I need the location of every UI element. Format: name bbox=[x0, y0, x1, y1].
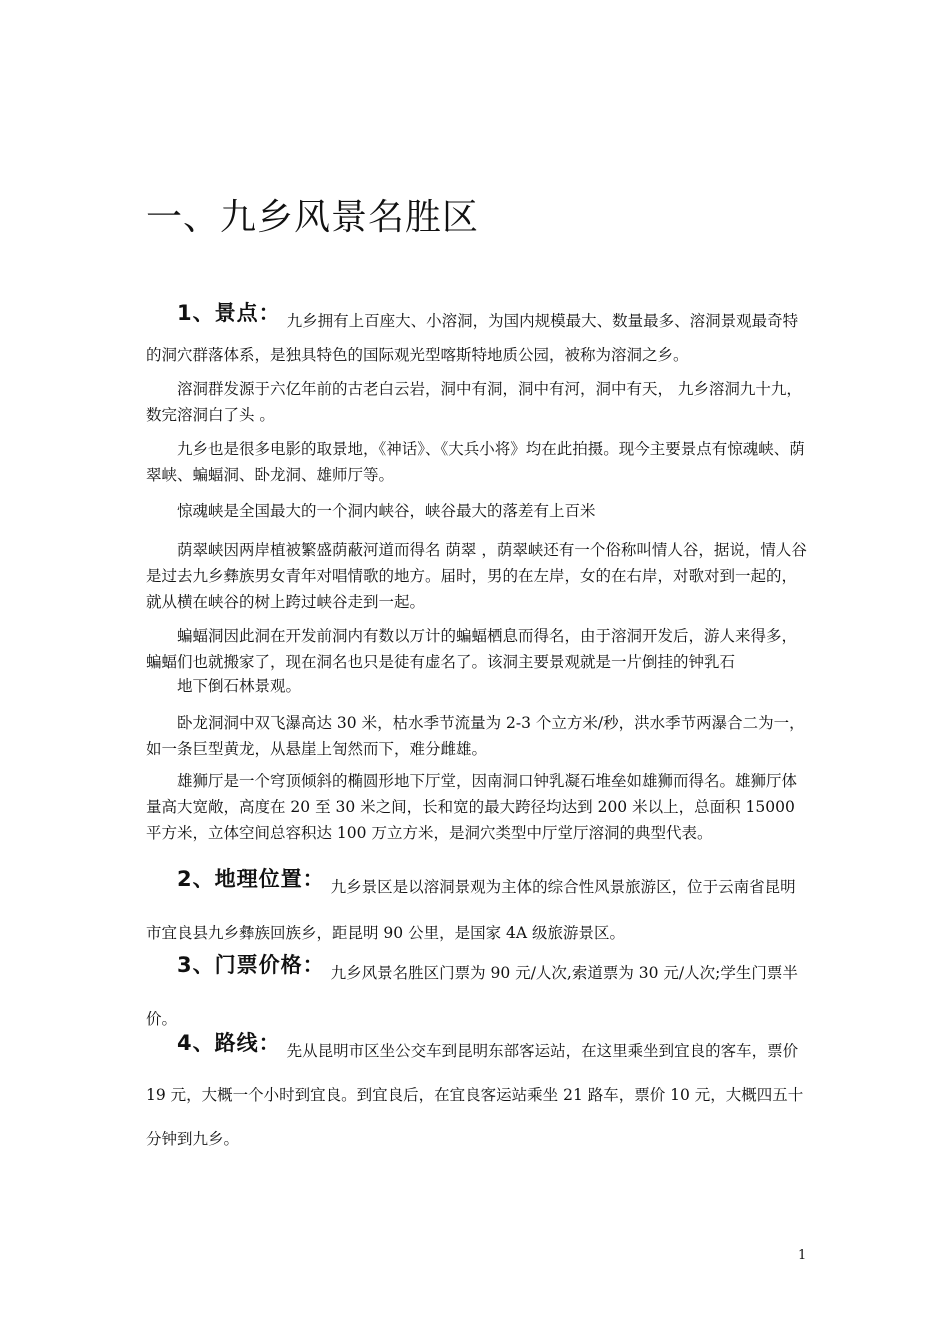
section-1-paragraph-2: 溶洞群发源于六亿年前的古老白云岩，洞中有洞，洞中有河，洞中有天， 九乡溶洞九十九，数完溶洞白了头 。 bbox=[146, 380, 802, 424]
section-2-paragraph-1: 九乡景区是以溶洞景观为主体的综合性风景旅游区，位于云南省昆明市宜良县九乡彝族回族乡，距昆明 90 公里，是国家 4A 级旅游景区。 bbox=[146, 878, 796, 942]
section-1-paragraph-1: 九乡拥有上百座大、小溶洞，为国内规模最大、数量最多、溶洞景观最奇特的洞穴群落体系，是独具特色的国际观光型喀斯特地质公园，被称为溶洞之乡。 bbox=[146, 312, 799, 364]
section-3-heading: 3、门票价格： bbox=[177, 953, 325, 977]
section-2-heading: 2、地理位置： bbox=[177, 867, 325, 891]
section-1-paragraph-9: 雄狮厅是一个穹顶倾斜的椭圆形地下厅堂，因南洞口钟乳凝石堆垒如雄狮而得名。雄狮厅体量高大宽敞，高度在 20 至 30 米之间，长和宽的最大跨径均达到 200 米以上，总面积 15000 平方米，立体空间总容积达 100 万立方米，是洞穴类型中厅堂厅溶洞的典型代表。 bbox=[146, 772, 798, 842]
section-1-heading: 1、景点： bbox=[177, 301, 281, 325]
section-1-paragraph-5: 荫翠峡因两岸植被繁盛荫蔽河道而得名 荫翠 ，荫翠峡还有一个俗称叫情人谷，据说，情人谷是过去九乡彝族男女青年对唱情歌的地方。届时，男的在左岸，女的在右岸，对歌对到一起的，就从横在峡谷的树上跨过峡谷走到一起。 bbox=[146, 541, 807, 611]
section-2-block bbox=[146, 862, 810, 956]
section-4-paragraph-1: 先从昆明市区坐公交车到昆明东部客运站，在这里乘坐到宜良的客车，票价 19 元，大概一个小时到宜良。到宜良后，在宜良客运站乘坐 21 路车，票价 10 元，大概四五十分钟到九乡。 bbox=[146, 1042, 804, 1148]
section-1-paragraph-4: 惊魂峡是全国最大的一个洞内峡谷，峡谷最大的落差有上百米 bbox=[177, 502, 596, 520]
section-1-paragraph-6: 蝙蝠洞因此洞在开发前洞内有数以万计的蝙蝠栖息而得名，由于溶洞开发后，游人来得多，蝙蝠们也就搬家了，现在洞名也只是徒有虚名了。该洞主要景观就是一片倒挂的钟乳石 bbox=[146, 627, 798, 671]
section-1-intro bbox=[146, 302, 810, 372]
section-1-paragraph-7: 地下倒石林景观。 bbox=[177, 677, 302, 695]
page-title: 一、九乡风景名胜区 bbox=[146, 197, 480, 238]
page-number: 1 bbox=[798, 1248, 807, 1263]
section-4-heading: 4、路线： bbox=[177, 1031, 281, 1055]
section-1-paragraph-8: 卧龙洞洞中双飞瀑高达 30 米，枯水季节流量为 2-3 个立方米/秒，洪水季节两瀑合二为一，如一条巨型黄龙，从悬崖上訇然而下，难分雌雄。 bbox=[146, 714, 805, 758]
section-1-paragraph-3: 九乡也是很多电影的取景地，《神话》、《大兵小将》均在此拍摄。现今主要景点有惊魂峡、荫翠峡、蝙蝠洞、卧龙洞、雄师厅等。 bbox=[146, 440, 805, 484]
section-4-block bbox=[146, 1027, 810, 1161]
section-3-paragraph-1: 九乡风景名胜区门票为 90 元/人次,索道票为 30 元/人次;学生门票半价。 bbox=[146, 964, 798, 1028]
